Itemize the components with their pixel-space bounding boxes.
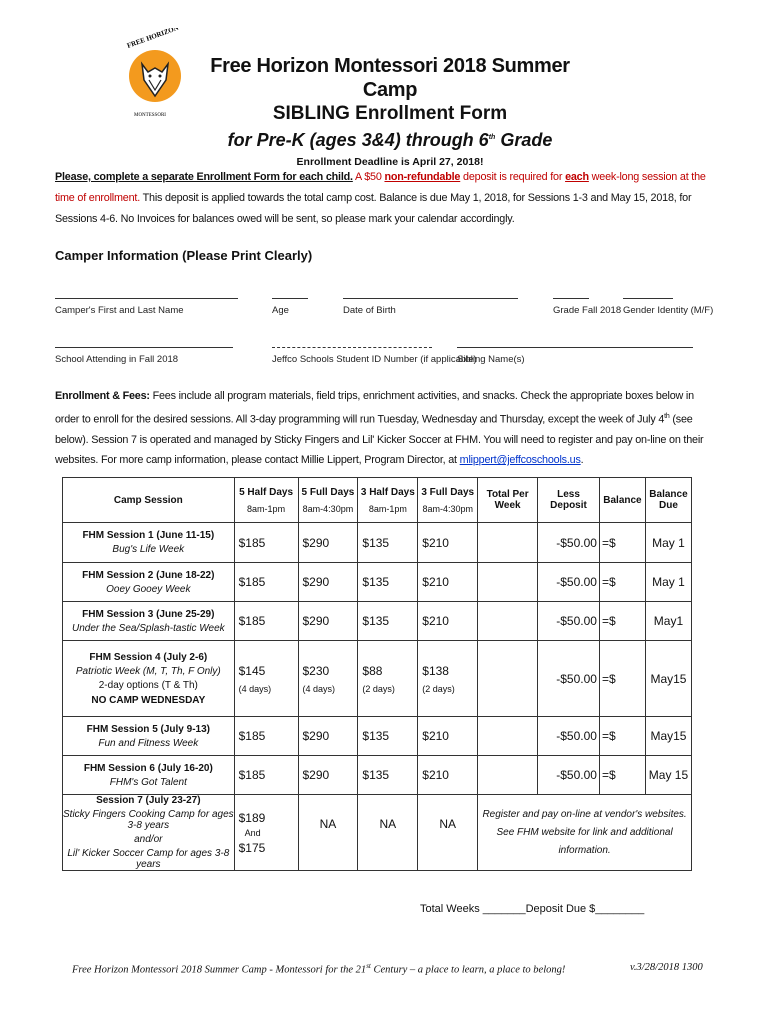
vendor-registration-note: Register and pay on-line at vendor's websites. See FHM website for link and additional information. <box>478 795 692 871</box>
table-row <box>63 523 692 563</box>
price-3-full[interactable]: $210 <box>418 756 478 795</box>
email-link[interactable]: mlippert@jeffcoschools.us <box>459 454 581 467</box>
session-cell: FHM Session 6 (July 16-20) FHM's Got Talent <box>63 756 235 795</box>
price-3-half[interactable]: $135 <box>358 523 418 563</box>
school-field[interactable] <box>55 347 233 348</box>
table-header-row <box>63 478 692 523</box>
price-5-full[interactable]: $290 <box>298 717 358 756</box>
gender-label: Gender Identity (M/F) <box>623 305 714 316</box>
price-3-half: NA <box>358 795 418 871</box>
balance-cell[interactable]: =$ <box>599 717 645 756</box>
price-3-half[interactable]: $88 (2 days) <box>358 641 418 717</box>
price-5-half[interactable]: $185 <box>234 756 298 795</box>
table-row <box>63 756 692 795</box>
price-3-full[interactable]: $210 <box>418 602 478 641</box>
camper-info-heading: Camper Information (Please Print Clearly) <box>55 248 313 263</box>
deposit-cell: -$50.00 <box>538 563 600 602</box>
camper-name-label: Camper's First and Last Name <box>55 305 184 316</box>
price-5-full: NA <box>298 795 358 871</box>
total-per-week-cell[interactable] <box>478 602 538 641</box>
price-3-full[interactable]: $210 <box>418 523 478 563</box>
balance-due-cell: May 1 <box>645 523 691 563</box>
title-block <box>200 54 580 172</box>
price-5-full[interactable]: $230 (4 days) <box>298 641 358 717</box>
balance-due-cell: May 15 <box>645 756 691 795</box>
header-5-half-days: 5 Half Days 8am-1pm <box>234 478 298 523</box>
price-3-full[interactable]: $138 (2 days) <box>418 641 478 717</box>
price-5-full[interactable]: $290 <box>298 523 358 563</box>
price-3-half[interactable]: $135 <box>358 756 418 795</box>
session-cell: FHM Session 1 (June 11-15) Bug's Life Week <box>63 523 235 563</box>
price-5-half[interactable]: $185 <box>234 717 298 756</box>
balance-cell[interactable]: =$ <box>599 563 645 602</box>
sibling-label: Sibling Name(s) <box>457 354 525 365</box>
header-total-per-week: Total Per Week <box>478 478 538 523</box>
grade-range: for Pre-K (ages 3&4) through 6th Grade <box>227 130 553 150</box>
header-less-deposit: Less Deposit <box>538 478 600 523</box>
total-per-week-cell[interactable] <box>478 641 538 717</box>
price-3-half[interactable]: $135 <box>358 602 418 641</box>
balance-due-cell: May15 <box>645 641 691 717</box>
deposit-cell: -$50.00 <box>538 717 600 756</box>
header-balance-due: Balance Due <box>645 478 691 523</box>
balance-due-cell: May1 <box>645 602 691 641</box>
school-logo <box>120 28 190 128</box>
school-label: School Attending in Fall 2018 <box>55 354 179 365</box>
balance-cell[interactable]: =$ <box>599 756 645 795</box>
price-5-full[interactable]: $290 <box>298 756 358 795</box>
price-3-full: NA <box>418 795 478 871</box>
balance-cell[interactable]: =$ <box>599 602 645 641</box>
sibling-field[interactable] <box>457 347 693 348</box>
table-row <box>63 795 692 871</box>
enrollment-deadline: Enrollment Deadline is April 27, 2018! <box>296 156 484 168</box>
price-3-half[interactable]: $135 <box>358 563 418 602</box>
session-cell: FHM Session 2 (June 18-22) Ooey Gooey Week <box>63 563 235 602</box>
intro-paragraph: Please, complete a separate Enrollment Form for each child. A $50 non-refundable deposit is required for each week-long session at the time of enrollment. This deposit is applied towards the total camp cost. Balance is due May 1, 2018, for Sessions 1-3 and May 15, 2018, for Sessions 4-6. No Invoices for balances owed will be sent, so please mark your calendar accordingly. <box>55 171 706 225</box>
logo-top-text: FREE HORIZON <box>125 28 180 50</box>
price-5-half: $189 And $175 <box>234 795 298 871</box>
gender-field[interactable] <box>623 298 673 299</box>
dob-field[interactable] <box>343 298 518 299</box>
balance-due-cell: May15 <box>645 717 691 756</box>
form-title: Free Horizon Montessori 2018 Summer Camp <box>210 55 570 101</box>
price-5-half[interactable]: $145 (4 days) <box>234 641 298 717</box>
total-per-week-cell[interactable] <box>478 717 538 756</box>
price-3-full[interactable]: $210 <box>418 717 478 756</box>
version-label: v.3/28/2018 1300 <box>630 962 703 973</box>
deposit-cell: -$50.00 <box>538 523 600 563</box>
price-3-full[interactable]: $210 <box>418 563 478 602</box>
age-label: Age <box>272 305 289 316</box>
session-cell: Session 7 (July 23-27) Sticky Fingers Cooking Camp for ages 3-8 years and/or Lil' Kicker Soccer Camp for ages 3-8 years <box>63 795 234 870</box>
table-row <box>63 641 692 717</box>
camp-session-table <box>62 477 692 871</box>
fees-paragraph: Enrollment & Fees: Fees include all program materials, field trips, enrichment activities, and snacks. Check the appropriate boxes below in order to enroll for the desired sessions. All 3-day programming will run Tuesday, Wednesday and Thursday, except the week of July 4th (see below). Session 7 is operated and managed by Sticky Fingers and Lil' Kicker Soccer at FHM. You will need to register and pay on-line on their websites. For more camp information, please contact Millie Lippert, Program Director, at mlippert@jeffcoschools.us. <box>55 390 704 467</box>
header-5-full-days: 5 Full Days 8am-4:30pm <box>298 478 358 523</box>
deposit-cell: -$50.00 <box>538 602 600 641</box>
price-5-full[interactable]: $290 <box>298 602 358 641</box>
footer-tagline: Free Horizon Montessori 2018 Summer Camp - Montessori for the 21st Century – a place to learn, a place to belong! <box>72 962 566 976</box>
balance-cell[interactable]: =$ <box>599 523 645 563</box>
camper-name-field[interactable] <box>55 298 238 299</box>
price-5-half[interactable]: $185 <box>234 602 298 641</box>
total-per-week-cell[interactable] <box>478 523 538 563</box>
jeffco-id-field[interactable] <box>272 347 432 348</box>
price-5-half[interactable]: $185 <box>234 563 298 602</box>
grade-label: Grade Fall 2018 <box>553 305 622 316</box>
session-cell: FHM Session 3 (June 25-29) Under the Sea/Splash-tastic Week <box>63 602 235 641</box>
table-row <box>63 717 692 756</box>
totals-line[interactable]: Total Weeks _______Deposit Due $________ <box>420 903 645 915</box>
deposit-cell: -$50.00 <box>538 756 600 795</box>
dob-label: Date of Birth <box>343 305 396 316</box>
price-5-half[interactable]: $185 <box>234 523 298 563</box>
deposit-cell: -$50.00 <box>538 641 600 717</box>
balance-due-cell: May 1 <box>645 563 691 602</box>
price-5-full[interactable]: $290 <box>298 563 358 602</box>
jeffco-id-label: Jeffco Schools Student ID Number (if applicable) <box>272 354 477 365</box>
header-balance: Balance <box>599 478 645 523</box>
header-3-full-days: 3 Full Days 8am-4:30pm <box>418 478 478 523</box>
table-row <box>63 602 692 641</box>
form-subtitle: SIBLING Enrollment Form <box>272 103 508 124</box>
session-cell: FHM Session 5 (July 9-13) Fun and Fitness Week <box>63 717 235 756</box>
header-3-half-days: 3 Half Days 8am-1pm <box>358 478 418 523</box>
price-3-half[interactable]: $135 <box>358 717 418 756</box>
table-row <box>63 563 692 602</box>
total-per-week-cell[interactable] <box>478 756 538 795</box>
logo-bottom-text: MONTESSORI <box>134 113 166 118</box>
total-per-week-cell[interactable] <box>478 563 538 602</box>
session-cell: FHM Session 4 (July 2-6) Patriotic Week (M, T, Th, F Only) 2-day options (T & Th) NO CAMP WEDNESDAY <box>63 641 235 717</box>
balance-cell[interactable]: =$ <box>599 641 645 717</box>
header-camp-session: Camp Session <box>63 478 235 523</box>
grade-field[interactable] <box>553 298 589 299</box>
age-field[interactable] <box>272 298 308 299</box>
